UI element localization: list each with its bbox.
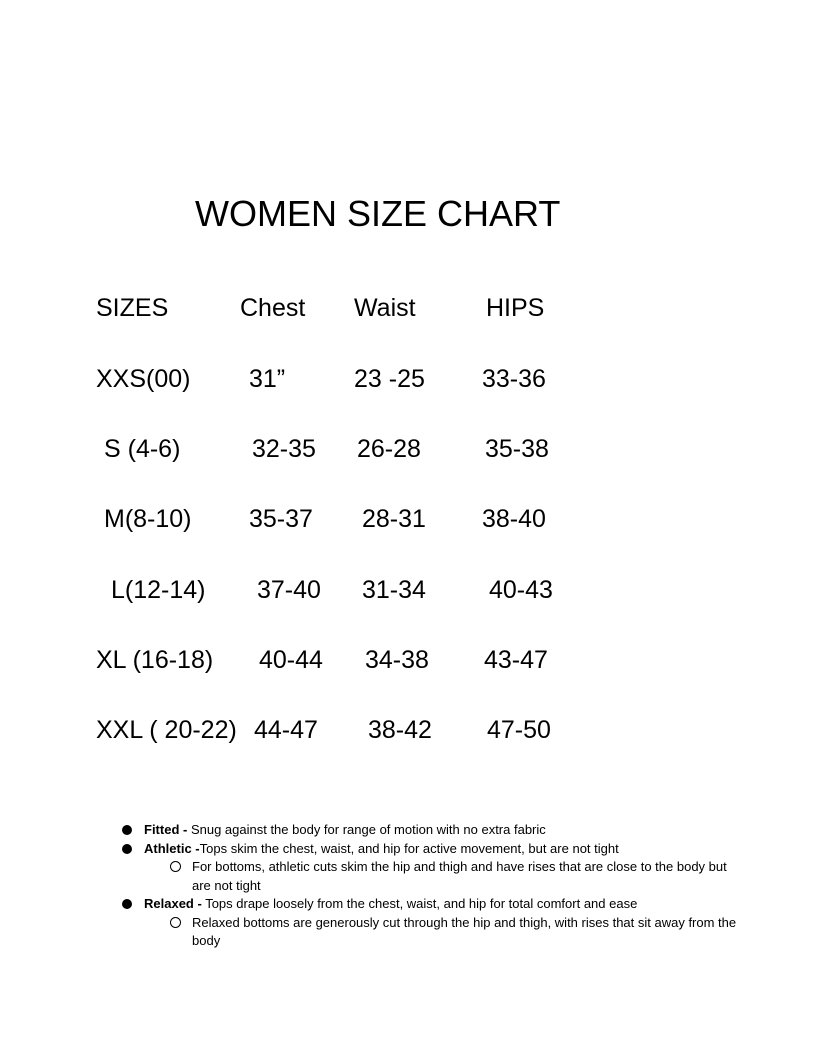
row-chest: 40-44: [259, 646, 323, 674]
note-text: Snug against the body for range of motion with no extra fabric: [187, 822, 546, 837]
row-chest: 44-47: [254, 716, 318, 744]
row-hips: 47-50: [487, 716, 551, 744]
note-text: Tops skim the chest, waist, and hip for active movement, but are not tight: [199, 840, 619, 856]
hollow-bullet-icon: [170, 917, 181, 928]
sub-note-athletic: [120, 858, 740, 895]
row-chest: 35-37: [249, 505, 313, 533]
row-chest: 31”: [249, 365, 286, 393]
note-fitted: [120, 821, 740, 840]
row-size: XL (16-18): [96, 646, 214, 674]
page-title: WOMEN SIZE CHART: [195, 193, 561, 234]
note-term: Fitted -: [144, 822, 188, 837]
header-hips: HIPS: [486, 294, 545, 322]
hollow-bullet-icon: [170, 861, 181, 872]
row-size: M(8-10): [104, 505, 192, 533]
row-hips: 33-36: [482, 365, 546, 393]
row-waist: 34-38: [365, 646, 429, 674]
fit-notes: [120, 821, 740, 951]
note-term: Relaxed -: [144, 896, 202, 911]
row-size: L(12-14): [111, 576, 206, 604]
row-size: XXS(00): [96, 365, 191, 393]
row-waist: 38-42: [368, 716, 432, 744]
sub-note-text: Relaxed bottoms are generously cut through the hip and thigh, with rises that sit away from the body: [192, 914, 737, 948]
row-hips: 35-38: [485, 435, 549, 463]
bullet-icon: [122, 844, 132, 854]
note-relaxed: [120, 895, 740, 914]
note-text: Tops drape loosely from the chest, waist, and hip for total comfort and ease: [201, 896, 638, 911]
header-waist: Waist: [354, 294, 416, 322]
sub-note-relaxed: [120, 914, 740, 951]
note-term: Athletic -: [144, 840, 200, 856]
note-athletic: [120, 840, 740, 859]
row-hips: 40-43: [489, 576, 553, 604]
row-size: S (4-6): [104, 435, 181, 463]
header-chest: Chest: [240, 294, 306, 322]
header-sizes: SIZES: [96, 294, 169, 322]
row-size: XXL ( 20-22): [96, 716, 237, 744]
row-waist: 26-28: [357, 435, 421, 463]
row-waist: 23 -25: [354, 365, 425, 393]
sub-note-text: For bottoms, athletic cuts skim the hip and thigh and have rises that are close to the body but are not tight: [192, 859, 727, 893]
row-chest: 32-35: [252, 435, 316, 463]
bullet-icon: [122, 899, 132, 909]
row-waist: 28-31: [362, 505, 426, 533]
row-waist: 31-34: [362, 576, 426, 604]
bullet-icon: [122, 825, 132, 835]
row-chest: 37-40: [257, 576, 321, 604]
row-hips: 38-40: [482, 505, 546, 533]
row-hips: 43-47: [484, 646, 548, 674]
